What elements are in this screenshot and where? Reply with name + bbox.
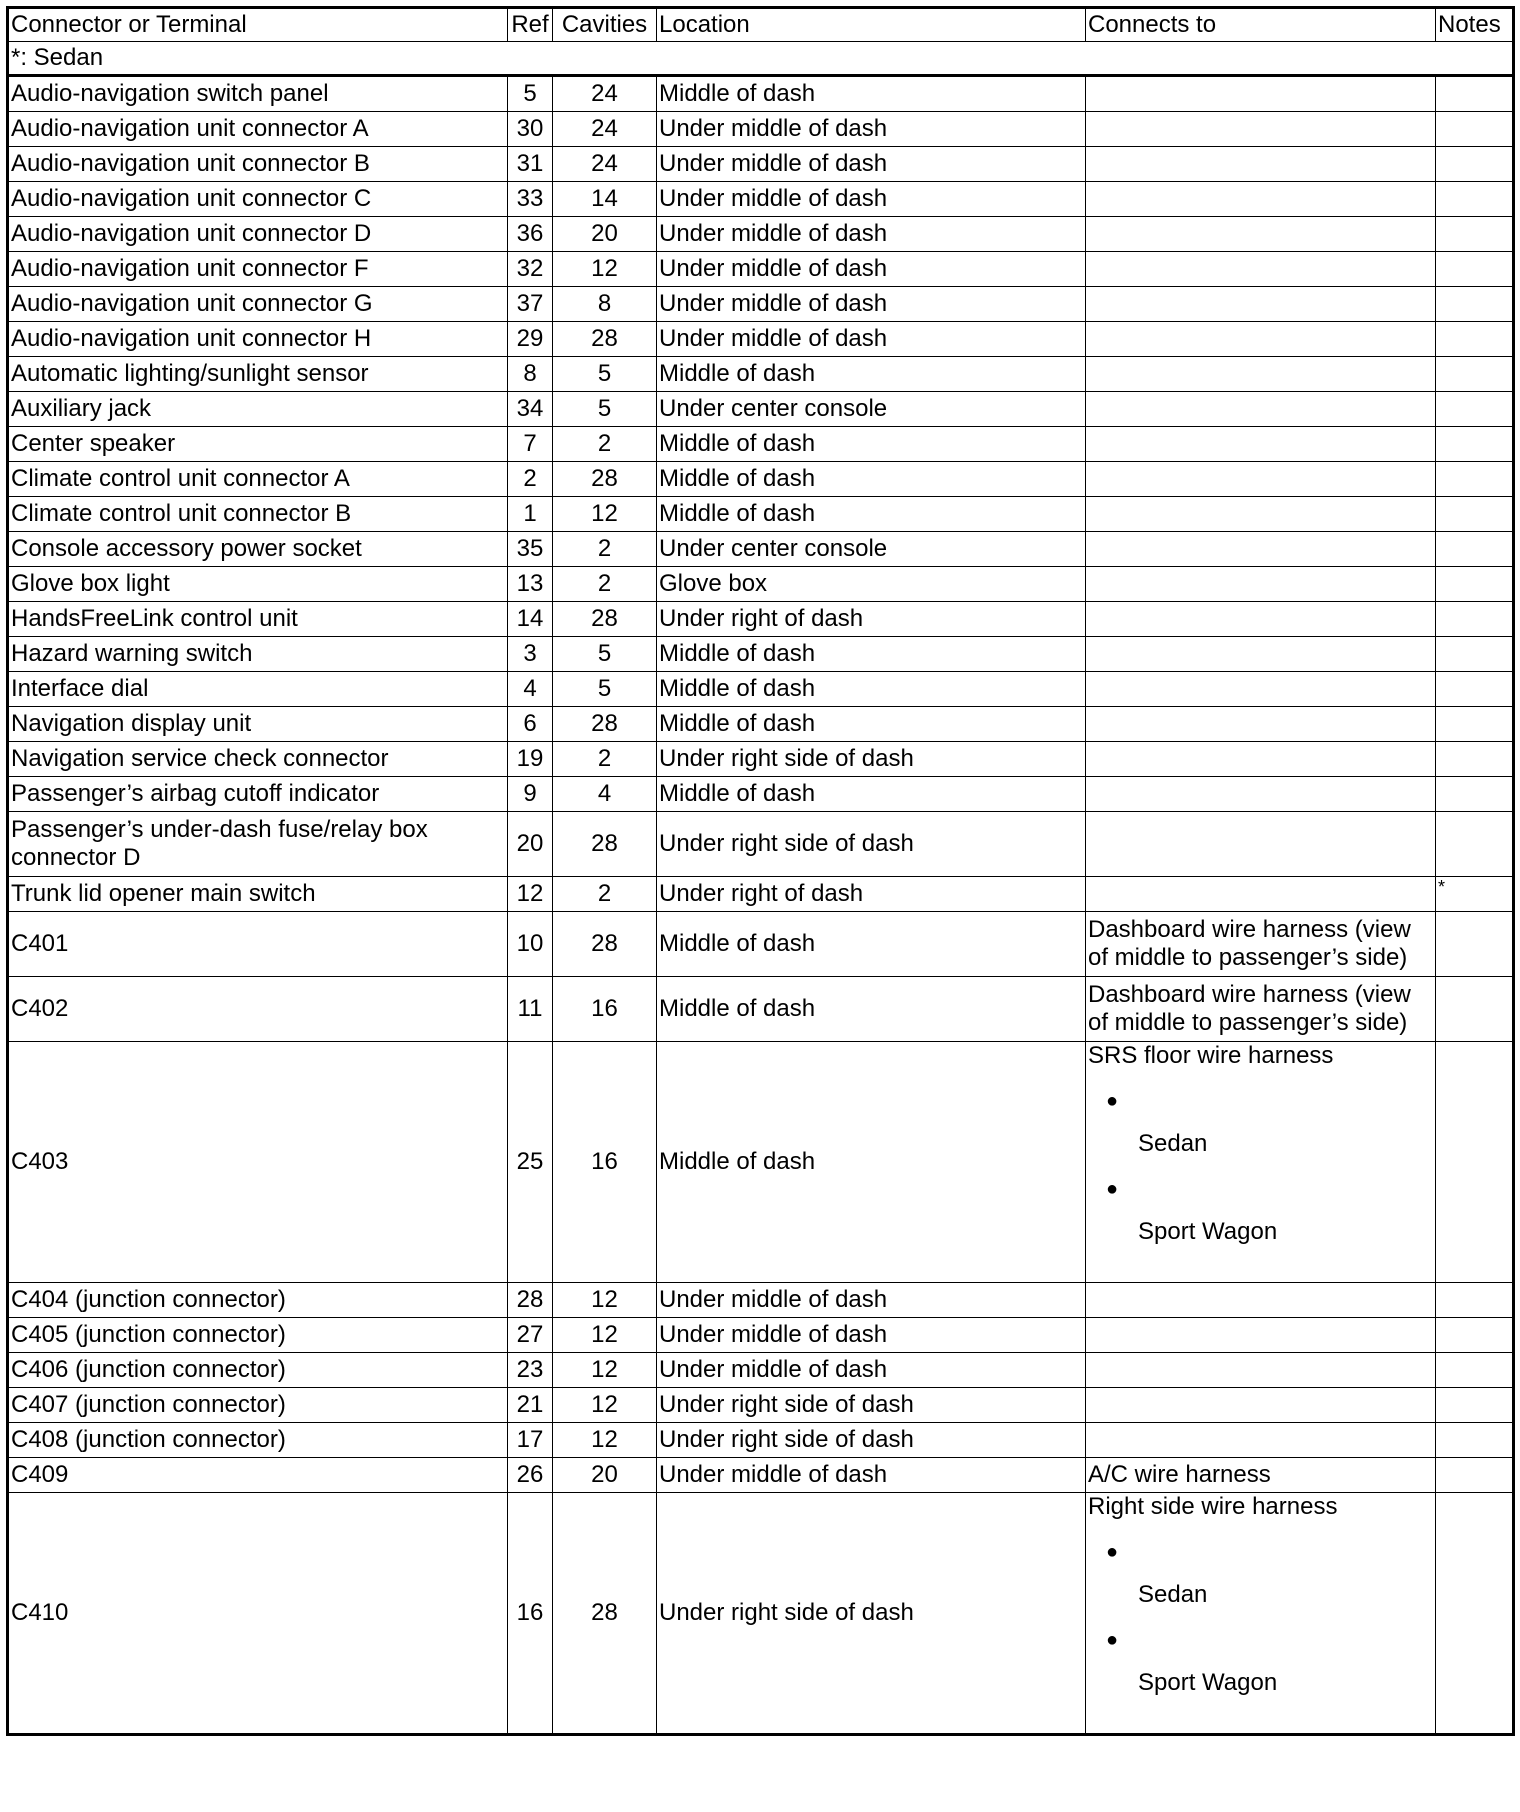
cavities-cell: 5 — [553, 637, 657, 672]
connects-to-cell — [1086, 357, 1436, 392]
location-cell: Under right side of dash — [657, 742, 1086, 777]
ref-cell: 25 — [508, 1042, 553, 1283]
notes-cell — [1436, 1283, 1514, 1318]
table-row — [8, 112, 1514, 147]
location-cell: Under middle of dash — [657, 147, 1086, 182]
ref-cell: 26 — [508, 1458, 553, 1493]
ref-cell: 29 — [508, 322, 553, 357]
connector-cell: C409 — [8, 1458, 508, 1493]
location-cell: Middle of dash — [657, 777, 1086, 812]
location-cell: Under right of dash — [657, 602, 1086, 637]
notes-cell — [1436, 76, 1514, 112]
notes-cell — [1436, 742, 1514, 777]
ref-cell: 12 — [508, 877, 553, 912]
ref-cell: 5 — [508, 76, 553, 112]
connector-cell: C405 (junction connector) — [8, 1318, 508, 1353]
ref-cell: 10 — [508, 912, 553, 977]
connects-to-list-item — [1088, 1537, 1433, 1611]
ref-cell: 31 — [508, 147, 553, 182]
ref-cell: 33 — [508, 182, 553, 217]
ref-cell: 36 — [508, 217, 553, 252]
ref-cell: 4 — [508, 672, 553, 707]
table-row — [8, 1493, 1514, 1735]
cavities-cell: 14 — [553, 182, 657, 217]
connects-to-cell — [1086, 497, 1436, 532]
table-row — [8, 357, 1514, 392]
location-cell: Middle of dash — [657, 977, 1086, 1042]
bullet-icon: ● — [1106, 1541, 1119, 1563]
cavities-cell: 16 — [553, 1042, 657, 1283]
connector-cell: C406 (junction connector) — [8, 1353, 508, 1388]
connects-to-cell — [1086, 287, 1436, 322]
location-cell: Under middle of dash — [657, 287, 1086, 322]
notes-cell — [1436, 1042, 1514, 1283]
location-cell: Middle of dash — [657, 1042, 1086, 1283]
notes-cell — [1436, 182, 1514, 217]
cavities-cell: 24 — [553, 147, 657, 182]
connects-to-cell: A/C wire harness — [1086, 1458, 1436, 1493]
header-row — [8, 8, 1514, 42]
notes-cell — [1436, 357, 1514, 392]
table-row — [8, 76, 1514, 112]
connects-to-cell: Dashboard wire harness (view of middle to passenger’s side) — [1086, 977, 1436, 1042]
notes-cell — [1436, 1388, 1514, 1423]
notes-cell — [1436, 217, 1514, 252]
connects-to-cell — [1086, 877, 1436, 912]
table-row — [8, 567, 1514, 602]
connects-to-cell — [1086, 567, 1436, 602]
location-cell: Under right side of dash — [657, 1388, 1086, 1423]
connector-cell: Passenger’s under-dash fuse/relay box connector D — [8, 812, 508, 877]
header-location: Location — [657, 8, 1086, 42]
connector-cell: Trunk lid opener main switch — [8, 877, 508, 912]
location-cell: Middle of dash — [657, 462, 1086, 497]
cavities-cell: 5 — [553, 672, 657, 707]
location-cell: Middle of dash — [657, 637, 1086, 672]
location-cell: Under center console — [657, 532, 1086, 567]
cavities-cell: 4 — [553, 777, 657, 812]
notes-cell — [1436, 1423, 1514, 1458]
connects-to-cell — [1086, 672, 1436, 707]
ref-cell: 32 — [508, 252, 553, 287]
connects-to-cell — [1086, 1353, 1436, 1388]
connector-cell: Navigation display unit — [8, 707, 508, 742]
cavities-cell: 12 — [553, 1388, 657, 1423]
connects-to-cell — [1086, 76, 1436, 112]
cavities-cell: 20 — [553, 1458, 657, 1493]
cavities-cell: 12 — [553, 497, 657, 532]
ref-cell: 35 — [508, 532, 553, 567]
cavities-cell: 28 — [553, 1493, 657, 1735]
connector-cell: Audio-navigation unit connector A — [8, 112, 508, 147]
notes-cell — [1436, 1318, 1514, 1353]
notes-cell — [1436, 147, 1514, 182]
header-cavities: Cavities — [553, 8, 657, 42]
notes-cell — [1436, 532, 1514, 567]
notes-cell — [1436, 392, 1514, 427]
connector-cell: Auxiliary jack — [8, 392, 508, 427]
cavities-cell: 2 — [553, 427, 657, 462]
connector-cell: Audio-navigation unit connector B — [8, 147, 508, 182]
connector-cell: Audio-navigation unit connector H — [8, 322, 508, 357]
cavities-cell: 28 — [553, 812, 657, 877]
table-row — [8, 812, 1514, 877]
bullet-icon: ● — [1106, 1090, 1119, 1112]
connector-cell: HandsFreeLink control unit — [8, 602, 508, 637]
table-row — [8, 182, 1514, 217]
location-cell: Under right side of dash — [657, 1423, 1086, 1458]
cavities-cell: 12 — [553, 1423, 657, 1458]
ref-cell: 34 — [508, 392, 553, 427]
connects-to-cell — [1086, 1423, 1436, 1458]
notes-cell — [1436, 462, 1514, 497]
location-cell: Under middle of dash — [657, 1353, 1086, 1388]
connects-to-cell — [1086, 252, 1436, 287]
cavities-cell: 8 — [553, 287, 657, 322]
location-cell: Under middle of dash — [657, 322, 1086, 357]
connector-cell: Console accessory power socket — [8, 532, 508, 567]
connector-cell: C404 (junction connector) — [8, 1283, 508, 1318]
table-row — [8, 1283, 1514, 1318]
notes-cell — [1436, 777, 1514, 812]
connects-to-title: SRS floor wire harness — [1088, 1042, 1334, 1069]
location-cell: Under middle of dash — [657, 1283, 1086, 1318]
connector-cell: Interface dial — [8, 672, 508, 707]
connector-cell: C407 (junction connector) — [8, 1388, 508, 1423]
ref-cell: 21 — [508, 1388, 553, 1423]
location-cell: Under middle of dash — [657, 1458, 1086, 1493]
ref-cell: 3 — [508, 637, 553, 672]
location-cell: Middle of dash — [657, 427, 1086, 462]
connects-to-cell — [1086, 1388, 1436, 1423]
location-cell: Under right side of dash — [657, 812, 1086, 877]
notes-cell — [1436, 322, 1514, 357]
table-row — [8, 1353, 1514, 1388]
table-row — [8, 217, 1514, 252]
location-cell: Middle of dash — [657, 76, 1086, 112]
table-row — [8, 672, 1514, 707]
connects-to-cell — [1086, 637, 1436, 672]
cavities-cell: 24 — [553, 112, 657, 147]
connects-to-item-text: Sedan — [1138, 1581, 1208, 1608]
ref-cell: 13 — [508, 567, 553, 602]
connector-cell: Center speaker — [8, 427, 508, 462]
location-cell: Middle of dash — [657, 357, 1086, 392]
notes-cell — [1436, 1493, 1514, 1735]
table-row — [8, 1318, 1514, 1353]
cavities-cell: 2 — [553, 567, 657, 602]
table-row — [8, 497, 1514, 532]
connector-table — [6, 6, 1515, 1736]
connects-to-item-text: Sport Wagon — [1138, 1218, 1278, 1245]
connects-to-cell — [1086, 182, 1436, 217]
connects-to-cell — [1086, 532, 1436, 567]
connects-to-cell: Dashboard wire harness (view of middle to passenger’s side) — [1086, 912, 1436, 977]
connects-to-list-item — [1088, 1625, 1433, 1699]
connector-cell: Glove box light — [8, 567, 508, 602]
connector-cell: C403 — [8, 1042, 508, 1283]
table-row — [8, 147, 1514, 182]
connects-to-cell — [1086, 602, 1436, 637]
cavities-cell: 28 — [553, 462, 657, 497]
header-ref: Ref — [508, 8, 553, 42]
connects-to-cell — [1086, 322, 1436, 357]
table-body — [8, 76, 1514, 1735]
table-row — [8, 252, 1514, 287]
footnote-text: *: Sedan — [8, 42, 1514, 76]
cavities-cell: 5 — [553, 392, 657, 427]
table-row — [8, 977, 1514, 1042]
connector-cell: Passenger’s airbag cutoff indicator — [8, 777, 508, 812]
connects-to-cell — [1086, 1493, 1436, 1735]
connects-to-cell — [1086, 147, 1436, 182]
connects-to-item-text: Sport Wagon — [1138, 1669, 1278, 1696]
connector-cell: Audio-navigation unit connector F — [8, 252, 508, 287]
table-row — [8, 777, 1514, 812]
location-cell: Under middle of dash — [657, 112, 1086, 147]
header-notes: Notes — [1436, 8, 1514, 42]
connects-to-cell — [1086, 812, 1436, 877]
table-row — [8, 322, 1514, 357]
table-row — [8, 1423, 1514, 1458]
ref-cell: 9 — [508, 777, 553, 812]
location-cell: Middle of dash — [657, 707, 1086, 742]
table-row — [8, 912, 1514, 977]
connects-to-list-item — [1088, 1086, 1433, 1160]
notes-cell — [1436, 602, 1514, 637]
table-row — [8, 287, 1514, 322]
connector-cell: C410 — [8, 1493, 508, 1735]
location-cell: Middle of dash — [657, 672, 1086, 707]
notes-cell — [1436, 427, 1514, 462]
notes-cell: * — [1436, 877, 1514, 912]
connects-to-cell — [1086, 777, 1436, 812]
notes-cell — [1436, 287, 1514, 322]
connects-to-cell — [1086, 462, 1436, 497]
location-cell: Under right side of dash — [657, 1493, 1086, 1735]
ref-cell: 27 — [508, 1318, 553, 1353]
ref-cell: 37 — [508, 287, 553, 322]
ref-cell: 6 — [508, 707, 553, 742]
ref-cell: 14 — [508, 602, 553, 637]
connector-cell: Automatic lighting/sunlight sensor — [8, 357, 508, 392]
location-cell: Under middle of dash — [657, 217, 1086, 252]
header-connector: Connector or Terminal — [8, 8, 508, 42]
notes-cell — [1436, 977, 1514, 1042]
cavities-cell: 28 — [553, 602, 657, 637]
connector-cell: Audio-navigation unit connector C — [8, 182, 508, 217]
connector-cell: Hazard warning switch — [8, 637, 508, 672]
ref-cell: 28 — [508, 1283, 553, 1318]
location-cell: Under middle of dash — [657, 1318, 1086, 1353]
table-row — [8, 742, 1514, 777]
cavities-cell: 12 — [553, 1283, 657, 1318]
ref-cell: 19 — [508, 742, 553, 777]
cavities-cell: 12 — [553, 1318, 657, 1353]
connector-table-sheet — [6, 6, 1515, 1736]
connector-cell: Audio-navigation switch panel — [8, 76, 508, 112]
ref-cell: 30 — [508, 112, 553, 147]
cavities-cell: 2 — [553, 742, 657, 777]
ref-cell: 7 — [508, 427, 553, 462]
connects-to-cell — [1086, 742, 1436, 777]
table-row — [8, 1458, 1514, 1493]
cavities-cell: 12 — [553, 1353, 657, 1388]
notes-cell — [1436, 912, 1514, 977]
cavities-cell: 16 — [553, 977, 657, 1042]
notes-cell — [1436, 497, 1514, 532]
ref-cell: 8 — [508, 357, 553, 392]
table-row — [8, 1042, 1514, 1283]
connector-cell: Audio-navigation unit connector G — [8, 287, 508, 322]
ref-cell: 17 — [508, 1423, 553, 1458]
connects-to-cell — [1086, 427, 1436, 462]
cavities-cell: 5 — [553, 357, 657, 392]
connects-to-list-item — [1088, 1174, 1433, 1248]
table-row — [8, 602, 1514, 637]
connects-to-cell — [1086, 217, 1436, 252]
connects-to-title: Right side wire harness — [1088, 1493, 1338, 1520]
location-cell: Under center console — [657, 392, 1086, 427]
ref-cell: 20 — [508, 812, 553, 877]
connector-cell: Audio-navigation unit connector D — [8, 217, 508, 252]
ref-cell: 16 — [508, 1493, 553, 1735]
cavities-cell: 2 — [553, 532, 657, 567]
connector-cell: C402 — [8, 977, 508, 1042]
ref-cell: 23 — [508, 1353, 553, 1388]
connector-cell: C401 — [8, 912, 508, 977]
location-cell: Under right of dash — [657, 877, 1086, 912]
table-row — [8, 462, 1514, 497]
notes-cell — [1436, 1458, 1514, 1493]
notes-cell — [1436, 112, 1514, 147]
ref-cell: 1 — [508, 497, 553, 532]
connects-to-cell — [1086, 1042, 1436, 1283]
bullet-icon: ● — [1106, 1629, 1119, 1651]
connects-to-cell — [1086, 707, 1436, 742]
table-row — [8, 637, 1514, 672]
connects-to-cell — [1086, 112, 1436, 147]
cavities-cell: 28 — [553, 322, 657, 357]
bullet-icon: ● — [1106, 1178, 1119, 1200]
location-cell: Under middle of dash — [657, 182, 1086, 217]
footnote-row — [8, 42, 1514, 76]
table-row — [8, 392, 1514, 427]
location-cell: Under middle of dash — [657, 252, 1086, 287]
header-connects-to: Connects to — [1086, 8, 1436, 42]
cavities-cell: 24 — [553, 76, 657, 112]
cavities-cell: 20 — [553, 217, 657, 252]
notes-cell — [1436, 1353, 1514, 1388]
location-cell: Middle of dash — [657, 912, 1086, 977]
connector-cell: Climate control unit connector B — [8, 497, 508, 532]
location-cell: Glove box — [657, 567, 1086, 602]
table-row — [8, 1388, 1514, 1423]
connector-cell: Navigation service check connector — [8, 742, 508, 777]
notes-cell — [1436, 637, 1514, 672]
table-row — [8, 427, 1514, 462]
cavities-cell: 2 — [553, 877, 657, 912]
connector-cell: Climate control unit connector A — [8, 462, 508, 497]
notes-cell — [1436, 707, 1514, 742]
notes-cell — [1436, 812, 1514, 877]
table-row — [8, 877, 1514, 912]
connects-to-item-text: Sedan — [1138, 1130, 1208, 1157]
cavities-cell: 28 — [553, 707, 657, 742]
connects-to-cell — [1086, 1283, 1436, 1318]
table-row — [8, 532, 1514, 567]
table-row — [8, 707, 1514, 742]
notes-cell — [1436, 252, 1514, 287]
location-cell: Middle of dash — [657, 497, 1086, 532]
notes-cell — [1436, 567, 1514, 602]
ref-cell: 2 — [508, 462, 553, 497]
cavities-cell: 28 — [553, 912, 657, 977]
ref-cell: 11 — [508, 977, 553, 1042]
notes-cell — [1436, 672, 1514, 707]
connects-to-cell — [1086, 392, 1436, 427]
connector-cell: C408 (junction connector) — [8, 1423, 508, 1458]
cavities-cell: 12 — [553, 252, 657, 287]
connects-to-cell — [1086, 1318, 1436, 1353]
